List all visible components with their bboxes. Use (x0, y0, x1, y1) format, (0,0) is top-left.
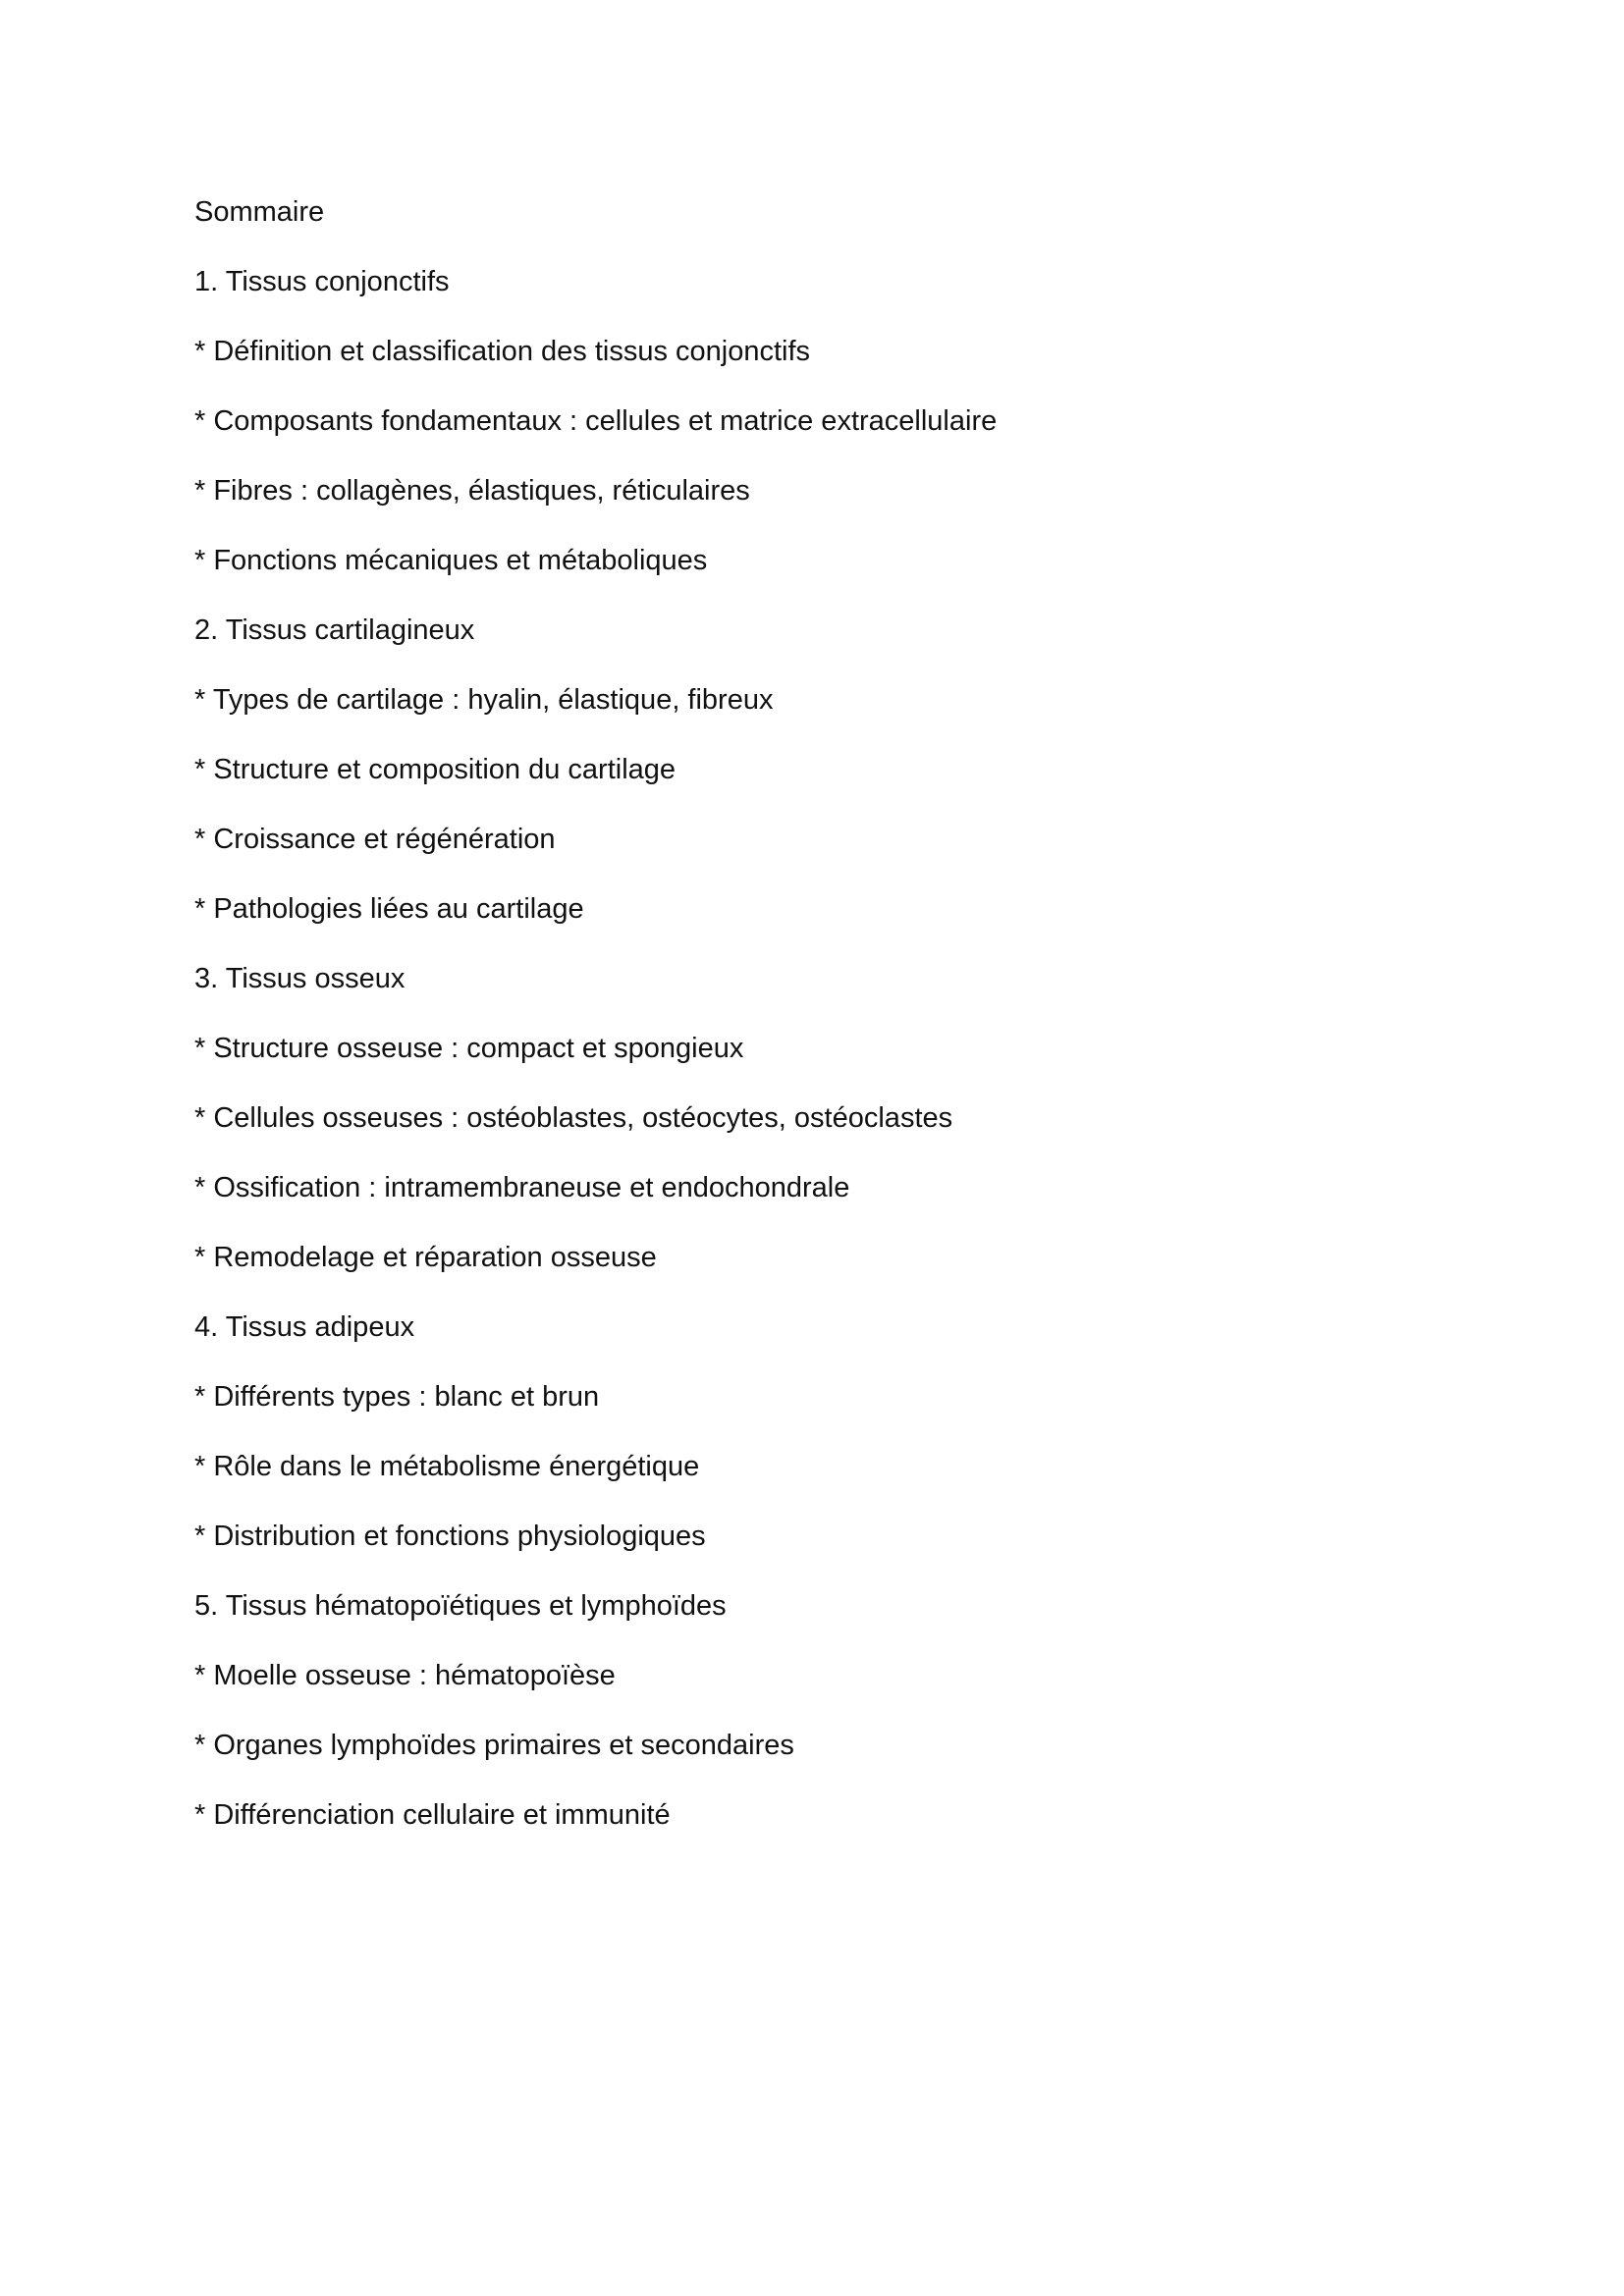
toc-bullet-item: * Croissance et régénération (194, 824, 556, 855)
toc-section-heading: 3. Tissus osseux (194, 963, 406, 994)
toc-title: Sommaire (194, 196, 325, 228)
toc-bullet-item: * Composants fondamentaux : cellules et matrice extracellulaire (194, 405, 998, 437)
toc-bullet-item: * Rôle dans le métabolisme énergétique (194, 1451, 700, 1482)
toc-section-heading: 2. Tissus cartilagineux (194, 614, 475, 646)
toc-bullet-item: * Structure osseuse : compact et spongieux (194, 1033, 744, 1064)
toc-bullet-item: * Différenciation cellulaire et immunité (194, 1799, 671, 1831)
toc-bullet-item: * Fonctions mécaniques et métaboliques (194, 545, 708, 576)
toc-bullet-item: * Organes lymphoïdes primaires et secondaires (194, 1730, 794, 1761)
toc-bullet-item: * Ossification : intramembraneuse et endochondrale (194, 1172, 850, 1203)
toc-bullet-item: * Remodelage et réparation osseuse (194, 1242, 657, 1273)
toc-bullet-item: * Différents types : blanc et brun (194, 1381, 600, 1413)
toc-section-heading: 1. Tissus conjonctifs (194, 266, 450, 297)
toc-bullet-item: * Moelle osseuse : hématopoïèse (194, 1660, 616, 1691)
toc-bullet-item: * Structure et composition du cartilage (194, 754, 677, 785)
table-of-contents (194, 192, 1432, 1865)
toc-bullet-item: * Pathologies liées au cartilage (194, 893, 584, 925)
toc-section-heading: 4. Tissus adipeux (194, 1311, 415, 1343)
toc-bullet-item: * Fibres : collagènes, élastiques, réticulaires (194, 475, 750, 507)
toc-bullet-item: * Distribution et fonctions physiologiques (194, 1521, 706, 1552)
toc-bullet-item: * Cellules osseuses : ostéoblastes, ostéocytes, ostéoclastes (194, 1102, 953, 1134)
toc-section-heading: 5. Tissus hématopoïétiques et lymphoïdes (194, 1590, 727, 1622)
toc-bullet-item: * Types de cartilage : hyalin, élastique, fibreux (194, 684, 774, 716)
toc-bullet-item: * Définition et classification des tissus conjonctifs (194, 336, 811, 367)
